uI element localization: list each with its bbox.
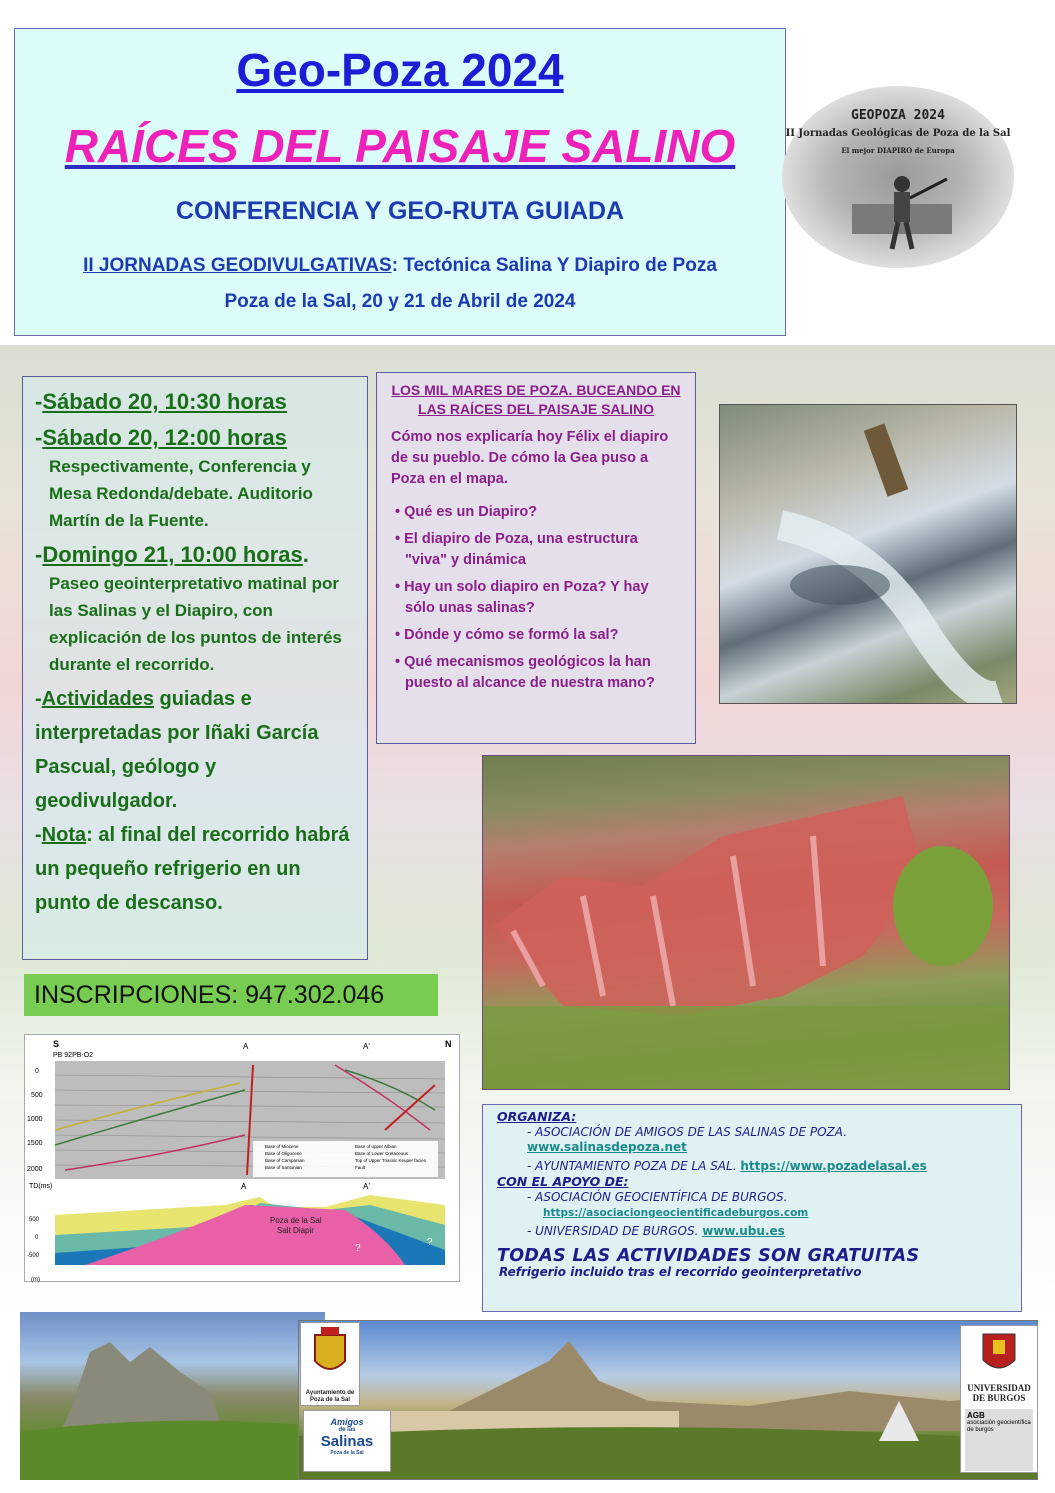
talk-title: LOS MIL MARES DE POZA. BUCEANDO EN LAS RAÍCES DEL PAISAJE SALINO xyxy=(391,382,681,417)
topic-item: • Qué es un Diapiro? xyxy=(395,504,538,520)
legend-item: Base of upper Albian xyxy=(355,1144,397,1149)
schedule-panel xyxy=(22,376,368,960)
legend-item: Top of Upper Triassic Keuper facies xyxy=(355,1158,427,1163)
salt-worker-drawing xyxy=(842,164,962,254)
y-tick: 1000 xyxy=(27,1116,43,1123)
depth-unit: (m) xyxy=(31,1277,40,1283)
topic-item: • Dónde y cómo se formó la sal? xyxy=(395,627,619,643)
schedule-item-1: -Sábado 20, 10:30 horas xyxy=(35,389,287,414)
ayuntamiento-label: Ayuntamiento de Poza de la Sal xyxy=(305,1390,355,1403)
support-heading: CON EL APOYO DE: xyxy=(497,1174,629,1189)
agb-title: AGB xyxy=(967,1411,985,1420)
y-tick: 0 xyxy=(35,1068,39,1075)
rock-formation-photo xyxy=(20,1312,325,1480)
topic-item: • Qué mecanismos geológicos la han puesto al alcance de nuestra mano? xyxy=(395,654,655,691)
amigos-line4: Poza de la Sal xyxy=(330,1450,364,1456)
y-tick: 2000 xyxy=(27,1166,43,1173)
y-tick: 1500 xyxy=(27,1140,43,1147)
agb-subtitle: asociación geocientífica de burgos xyxy=(967,1420,1031,1433)
schedule-item-4: -Actividades guiadas e interpretadas por Iñaki García Pascual, geólogo y geodivulgador. xyxy=(35,688,319,812)
ubu-label: UNIVERSIDAD DE BURGOS xyxy=(967,1383,1031,1403)
seismic-section-svg xyxy=(25,1035,461,1283)
conference-heading: CONFERENCIA Y GEO-RUTA GUIADA xyxy=(175,197,625,225)
y-tick: 500 xyxy=(31,1092,43,1099)
ubu-shield-icon xyxy=(961,1326,1037,1378)
legend-item: Base of Lower Cretaceous xyxy=(355,1151,409,1156)
depth-tick: -500 xyxy=(27,1253,40,1259)
red-cliffs-illustration xyxy=(483,756,1009,1089)
question-mark: ? xyxy=(355,1243,361,1254)
legend-item: Fault xyxy=(355,1165,366,1170)
ayuntamiento-crest xyxy=(300,1322,360,1406)
label-a2-lower: A' xyxy=(363,1182,370,1191)
link-agb[interactable]: https://asociaciongeocientificadeburgos.com xyxy=(543,1207,809,1219)
topic-item: • Hay un solo diapiro en Poza? Y hay sólo unas salinas? xyxy=(395,579,649,616)
diapir-label-2: Salt Diapir xyxy=(277,1226,314,1235)
legend-item: Base of Miocene xyxy=(265,1144,299,1149)
jornadas-line: II JORNADAS GEODIVULGATIVAS: Tectónica Salina Y Diapiro de Poza xyxy=(83,255,717,276)
logo-line3: El mejor DIAPIRO de Europa xyxy=(841,146,955,155)
poster-subtitle: RAÍCES DEL PAISAJE SALINO xyxy=(64,120,736,172)
header-panel xyxy=(14,28,786,336)
schedule-item-2-desc: Respectivamente, Conferencia y Mesa Redonda/debate. Auditorio Martín de la Fuente. xyxy=(49,457,313,530)
free-activities-notice: TODAS LAS ACTIVIDADES SON GRATUITAS xyxy=(497,1246,920,1266)
depth-tick: 500 xyxy=(29,1217,40,1223)
label-a-lower: A xyxy=(241,1182,247,1191)
amigos-line2: de las xyxy=(338,1427,356,1433)
salt-stream-illustration xyxy=(720,405,1016,703)
depth-tick: 0 xyxy=(35,1235,39,1241)
label-n: N xyxy=(445,1039,452,1049)
link-pozadelasal[interactable]: https://www.pozadelasal.es xyxy=(740,1158,927,1173)
organizer-amigos: - ASOCIACIÓN DE AMIGOS DE LAS SALINAS DE POZA. xyxy=(527,1124,848,1139)
amigos-line1: Amigos xyxy=(330,1417,364,1427)
td-label: TD(ms) xyxy=(29,1183,53,1190)
agb-logo xyxy=(965,1409,1033,1471)
logo-line2: II Jornadas Geológicas de Poza de la Sal xyxy=(785,128,1011,139)
village-panorama-illustration xyxy=(299,1321,1037,1479)
link-ubu[interactable]: www.ubu.es xyxy=(702,1223,785,1238)
seismic-section-figure xyxy=(24,1034,460,1282)
schedule-item-3-desc: Paseo geointerpretativo matinal por las Salinas y el Diapiro, con explicación de los puntos de interés durante el recorrido. xyxy=(49,574,342,674)
ubu-agb-logos xyxy=(960,1325,1038,1473)
schedule-item-5: -Nota: al final del recorrido habrá un pequeño refrigerio en un punto de descanso. xyxy=(35,824,350,914)
geopoza-logo xyxy=(782,86,1014,268)
logo-line1: GEOPOZA 2024 xyxy=(851,108,945,123)
legend-item: Base of Campanian xyxy=(265,1158,305,1163)
registration-phone: INSCRIPCIONES: 947.302.046 xyxy=(24,974,438,1016)
rock-formation-illustration xyxy=(20,1312,325,1480)
organizer-ayuntamiento: - AYUNTAMIENTO POZA DE LA SAL. https://www.pozadelasal.es xyxy=(527,1158,927,1173)
label-a2: A' xyxy=(363,1042,370,1051)
amigos-salinas-logo xyxy=(303,1410,391,1472)
line-id: PB 92PB-O2 xyxy=(53,1052,94,1059)
topic-list xyxy=(391,502,681,694)
legend-item: Base of Santonian xyxy=(265,1165,302,1170)
legend-item: Base of Oligocene xyxy=(265,1151,302,1156)
label-a: A xyxy=(243,1042,249,1051)
red-cliffs-photo xyxy=(482,755,1010,1090)
supporter-agb: - ASOCIACIÓN GEOCIENTÍFICA DE BURGOS. xyxy=(527,1189,788,1204)
topic-item: • El diapiro de Poza, una estructura "viva" y dinámica xyxy=(395,531,638,568)
diapir-label: Poza de la Sal xyxy=(270,1216,322,1225)
schedule-item-3: -Domingo 21, 10:00 horas. xyxy=(35,542,309,567)
village-panorama-photo xyxy=(298,1320,1038,1480)
talk-topics-panel xyxy=(376,372,696,744)
salt-stream-photo xyxy=(719,404,1017,704)
schedule-item-2: -Sábado 20, 12:00 horas xyxy=(35,425,287,450)
place-date: Poza de la Sal, 20 y 21 de Abril de 2024 xyxy=(224,291,576,312)
poster-title: Geo-Poza 2024 xyxy=(236,44,564,96)
amigos-line3: Salinas xyxy=(320,1433,374,1450)
question-mark: ? xyxy=(427,1237,433,1248)
refreshment-notice: Refrigerio incluido tras el recorrido geointerpretativo xyxy=(499,1264,862,1279)
talk-intro: Cómo nos explicaría hoy Félix el diapiro de su pueblo. De cómo la Gea puso a Poza en el mapa. xyxy=(391,429,669,487)
crest-shield-icon xyxy=(301,1323,359,1385)
organiza-heading: ORGANIZA: xyxy=(497,1109,577,1124)
link-salinasdepoza[interactable]: www.salinasdepoza.net xyxy=(527,1140,687,1154)
supporter-ubu: - UNIVERSIDAD DE BURGOS. www.ubu.es xyxy=(527,1223,785,1238)
organizers-panel xyxy=(482,1104,1022,1312)
label-s: S xyxy=(53,1039,60,1049)
